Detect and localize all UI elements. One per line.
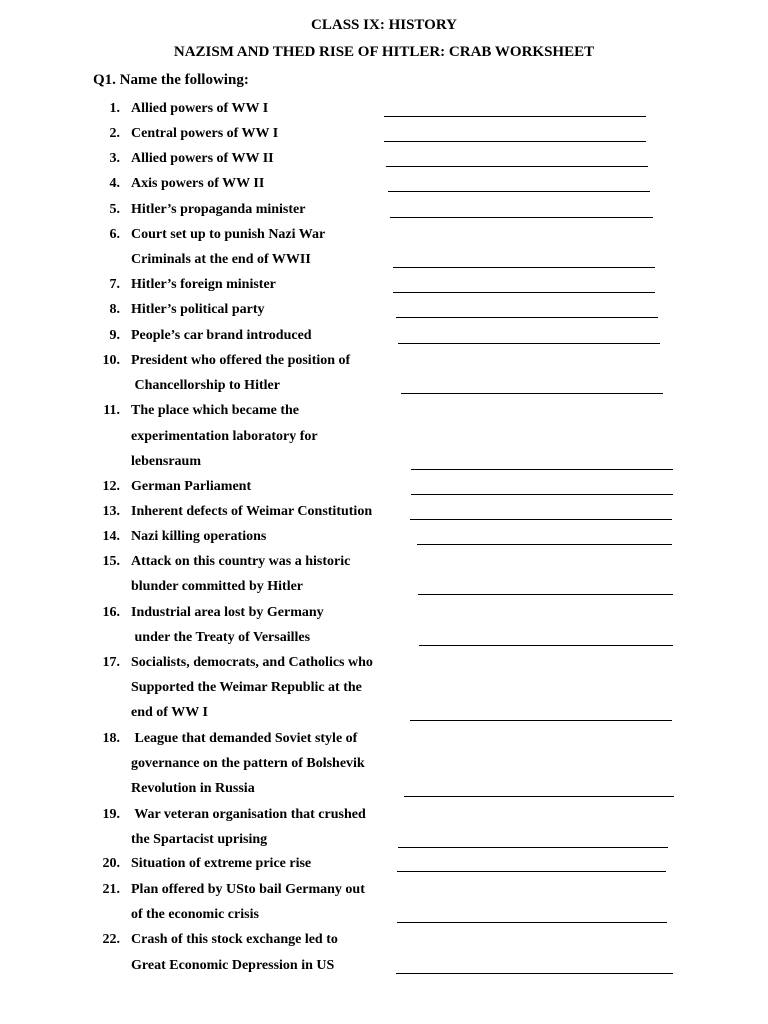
answer-blank-line[interactable] xyxy=(397,922,667,923)
item-text: Central powers of WW I xyxy=(131,126,279,141)
answer-blank-line[interactable] xyxy=(388,191,650,192)
item-number: 20. xyxy=(102,856,120,871)
item-text: Inherent defects of Weimar Constitution xyxy=(131,504,373,519)
answer-blank-line[interactable] xyxy=(411,494,673,495)
answer-blank-line[interactable] xyxy=(386,166,648,167)
item-text: League that demanded Soviet style of xyxy=(131,731,358,746)
item-number: 15. xyxy=(102,554,120,569)
answer-blank-line[interactable] xyxy=(398,343,660,344)
answer-blank-line[interactable] xyxy=(396,973,673,974)
answer-blank-line[interactable] xyxy=(396,317,658,318)
item-text: Crash of this stock exchange led to xyxy=(131,932,338,947)
item-number: 2. xyxy=(109,126,120,141)
answer-blank-line[interactable] xyxy=(393,267,655,268)
item-text: Industrial area lost by Germany xyxy=(131,605,324,620)
item-number: 9. xyxy=(109,328,120,343)
answer-blank-line[interactable] xyxy=(418,594,673,595)
item-text: Chancellorship to Hitler xyxy=(131,378,280,393)
item-text: Supported the Weimar Republic at the xyxy=(131,680,362,695)
item-text: the Spartacist uprising xyxy=(131,832,268,847)
item-number: 6. xyxy=(109,227,120,242)
answer-blank-line[interactable] xyxy=(410,519,672,520)
item-text: experimentation laboratory for xyxy=(131,429,318,444)
item-number: 10. xyxy=(102,353,120,368)
item-text: of the economic crisis xyxy=(131,907,259,922)
item-number: 3. xyxy=(109,151,120,166)
item-text: Court set up to punish Nazi War xyxy=(131,227,326,242)
worksheet-title: NAZISM AND THED RISE OF HITLER: CRAB WORKSHEET xyxy=(173,44,595,60)
item-text: Socialists, democrats, and Catholics who xyxy=(131,655,373,670)
answer-blank-line[interactable] xyxy=(393,292,655,293)
item-text: German Parliament xyxy=(131,479,252,494)
item-text: under the Treaty of Versailles xyxy=(131,630,311,645)
item-text: Criminals at the end of WWII xyxy=(131,252,311,267)
answer-blank-line[interactable] xyxy=(411,469,673,470)
item-text: Hitler’s foreign minister xyxy=(131,277,276,292)
item-number: 5. xyxy=(109,202,120,217)
item-number: 16. xyxy=(102,605,120,620)
answer-blank-line[interactable] xyxy=(390,217,653,218)
item-text: People’s car brand introduced xyxy=(131,328,312,343)
item-number: 12. xyxy=(102,479,120,494)
item-text: Attack on this country was a historic xyxy=(131,554,351,569)
item-text: blunder committed by Hitler xyxy=(131,579,304,594)
item-text: Hitler’s political party xyxy=(131,302,265,317)
item-text: Axis powers of WW II xyxy=(131,176,265,191)
answer-blank-line[interactable] xyxy=(410,720,672,721)
class-title: CLASS IX: HISTORY xyxy=(311,17,457,33)
item-number: 21. xyxy=(102,882,120,897)
item-number: 17. xyxy=(102,655,120,670)
item-text: governance on the pattern of Bolshevik xyxy=(131,756,365,771)
item-text: Great Economic Depression in US xyxy=(131,958,335,973)
item-text: Revolution in Russia xyxy=(131,781,255,796)
item-text: Hitler’s propaganda minister xyxy=(131,202,306,217)
answer-blank-line[interactable] xyxy=(397,871,666,872)
item-number: 22. xyxy=(102,932,120,947)
item-text: lebensraum xyxy=(131,454,201,469)
item-number: 19. xyxy=(102,807,120,822)
item-text: President who offered the position of xyxy=(131,353,351,368)
answer-blank-line[interactable] xyxy=(419,645,673,646)
item-text: Allied powers of WW II xyxy=(131,151,274,166)
answer-blank-line[interactable] xyxy=(417,544,672,545)
item-number: 14. xyxy=(102,529,120,544)
item-number: 18. xyxy=(102,731,120,746)
item-number: 8. xyxy=(109,302,120,317)
item-number: 13. xyxy=(102,504,120,519)
answer-blank-line[interactable] xyxy=(384,141,646,142)
item-number: 1. xyxy=(109,101,120,116)
item-text: Plan offered by USto bail Germany out xyxy=(131,882,365,897)
answer-blank-line[interactable] xyxy=(404,796,674,797)
item-text: War veteran organisation that crushed xyxy=(131,807,366,822)
item-number: 4. xyxy=(109,176,120,191)
item-text: Situation of extreme price rise xyxy=(131,856,312,871)
item-number: 11. xyxy=(103,403,120,418)
item-text: end of WW I xyxy=(131,705,208,720)
question-heading: Q1. Name the following: xyxy=(93,72,249,88)
answer-blank-line[interactable] xyxy=(401,393,663,394)
item-text: Nazi killing operations xyxy=(131,529,267,544)
item-text: Allied powers of WW I xyxy=(131,101,269,116)
answer-blank-line[interactable] xyxy=(384,116,646,117)
item-text: The place which became the xyxy=(131,403,299,418)
answer-blank-line[interactable] xyxy=(398,847,668,848)
item-number: 7. xyxy=(109,277,120,292)
